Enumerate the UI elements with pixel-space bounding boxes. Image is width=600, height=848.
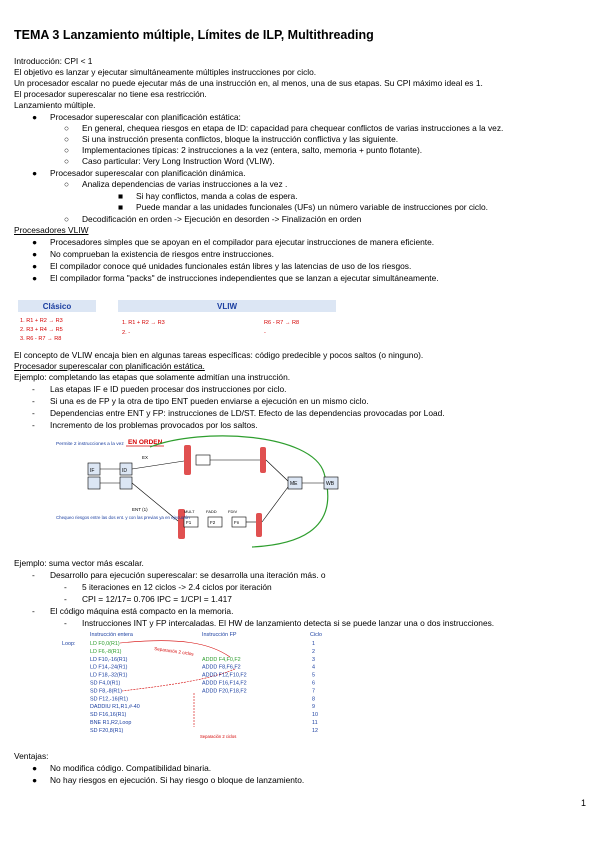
list-item: ○ Implementaciones típicas: 2 instrucciones a la vez (entera, salto, memoria + punto flotante).	[64, 145, 423, 155]
paragraph: Ejemplo: suma vector más escalar.	[14, 558, 144, 568]
vliw-comparison-figure	[18, 300, 338, 344]
header-ent: Instrucción entera	[90, 632, 133, 638]
fn-label: Fn	[234, 520, 240, 525]
page-title: TEMA 3 Lanzamiento múltiple, Límites de ILP, Multithreading	[14, 28, 374, 42]
mem-label: ME	[290, 481, 298, 487]
code-cycle: 2	[312, 648, 315, 655]
vliw-instr: 1. R1 + R2 → R3	[122, 320, 165, 326]
fadd-label: FADD	[206, 509, 217, 514]
list-item: - El código máquina está compacto en la memoria.	[32, 606, 234, 616]
list-item: ● El compilador forma "packs" de instrucciones independientes que se lanzan a ejecutar simultáneamente.	[32, 273, 439, 283]
paragraph: Ejemplo: completando las etapas que solamente admitían una instrucción.	[14, 372, 291, 382]
list-item: ○ Decodificación en orden -> Ejecución en desorden -> Finalización en orden	[64, 214, 362, 224]
id-label: ID	[122, 468, 127, 474]
list-item: ● Procesador superescalar con planificación estática:	[32, 112, 241, 122]
code-cycle: 3	[312, 656, 315, 663]
code-fp-instr: ADDD F8,F6,F2	[202, 664, 241, 671]
ent-label: ENT (1)	[132, 507, 148, 512]
code-cycle: 11	[312, 720, 318, 726]
pipeline-diagram	[52, 433, 352, 555]
mult-label: MULT	[184, 509, 195, 514]
page-number: 1	[580, 798, 586, 808]
intro-paragraph: Lanzamiento múltiple.	[14, 100, 96, 110]
ex-label: EX	[142, 455, 149, 460]
f1-label: F1	[186, 520, 192, 525]
latch-bar	[184, 445, 191, 475]
list-item: ■ Si hay conflictos, manda a colas de espera.	[118, 191, 298, 201]
intro-paragraph: El objetivo es lanzar y ejecutar simultáneamente múltiples instrucciones por ciclo.	[14, 67, 317, 77]
list-item: ● No hay riesgos en ejecución. Si hay riesgo o bloque de lanzamiento.	[32, 775, 305, 785]
list-item: - Si una es de FP y la otra de tipo ENT pueden enviarse a ejecución en un mismo ciclo.	[32, 396, 369, 406]
intro-paragraph: El procesador superescalar no tiene esa restricción.	[14, 89, 207, 99]
wb-label: WB	[326, 481, 335, 487]
section-heading: Procesador superescalar con planificación estática.	[14, 361, 205, 371]
note-two-instructions: Permite 2 instrucciones a la vez	[56, 442, 124, 447]
list-item: ○ Analiza dependencias de varias instrucciones a la vez .	[64, 179, 288, 189]
code-int-instr: SD F16,16(R1)	[90, 712, 127, 719]
code-fp-instr: ADDD F12,F10,F2	[202, 672, 247, 679]
code-int-instr: LD F10,-16(R1)	[90, 656, 128, 663]
if-stage	[88, 477, 100, 489]
code-cycle: 4	[312, 664, 315, 671]
latch-bar	[256, 513, 262, 537]
code-int-instr: LD F0,0(R1)	[90, 641, 120, 647]
code-int-instr: LD F18,-32(R1)	[90, 672, 128, 679]
code-cycle: 10	[312, 712, 318, 719]
list-item: ○ Si una instrucción presenta conflictos, bloque la instrucción conflictiva y las siguiente.	[64, 134, 399, 144]
green-loop-arrow	[150, 436, 328, 547]
intro-paragraph: Un procesador escalar no puede ejecutar más de una instrucción en, al menos, una de sus etapas. Su CPI máximo ideal es 1.	[14, 78, 483, 88]
code-fp-instr: ADDD F4,F0,F2	[202, 656, 241, 663]
code-int-instr: BNE R1,R2,Loop	[90, 720, 132, 726]
vliw-label: VLIW	[217, 302, 237, 311]
code-cycle: 1	[312, 641, 315, 647]
code-int-instr: DADDIU R1,R1,#-40	[90, 704, 140, 711]
code-cycle: 8	[312, 696, 315, 703]
code-fp-instr: ADDD F20,F18,F2	[202, 688, 247, 695]
list-item: ● No modifica código. Compatibilidad binaria.	[32, 763, 212, 773]
header-ciclo: Ciclo	[310, 632, 322, 638]
code-cycle: 9	[312, 704, 315, 711]
list-item: ● No comprueban la existencia de riesgos entre instrucciones.	[32, 249, 274, 259]
en-orden-label: EN ORDEN	[128, 439, 163, 446]
red-note: Separación 2 ciclos	[200, 734, 237, 739]
code-cycle: 6	[312, 680, 315, 687]
code-int-instr: LD F6,-8(R1)	[90, 648, 122, 655]
intro-heading: Introducción: CPI < 1	[14, 56, 93, 66]
loop-label: Loop:	[62, 641, 76, 647]
f2-label: F2	[210, 520, 216, 525]
list-item: ● Procesador superescalar con planificación dinámica.	[32, 168, 246, 178]
code-cycle: 12	[312, 727, 318, 734]
list-item: ■ Puede mandar a las unidades funcionales (UFs) un número variable de instrucciones por ciclo.	[118, 202, 488, 212]
if-label: IF	[90, 468, 95, 474]
note-riesgos: Chequeo riesgos entre las dos ent. y con las previas ya en ejecución	[56, 515, 190, 520]
list-item: - Dependencias entre ENT y FP: instrucciones de LD/ST. Efecto de las dependencias provocadas por Load.	[32, 408, 445, 418]
latch-bar	[260, 447, 266, 473]
paragraph: El concepto de VLIW encaja bien en algunas tareas específicas: código predecible y pocos saltos (o ninguno).	[14, 350, 424, 360]
code-int-instr: LD F14,-24(R1)	[90, 664, 128, 671]
list-item: ● El compilador conoce qué unidades funcionales están libres y las latencias de uso de los riesgos.	[32, 261, 412, 271]
list-item: - Desarrollo para ejecución superescalar: se desarrolla una iteración más. o	[32, 570, 326, 580]
list-item: ○ En general, chequea riesgos en etapa de ID: capacidad para chequear conflictos de varias instrucciones a la vez.	[64, 123, 504, 133]
ventajas-heading: Ventajas:	[14, 751, 49, 761]
red-note: Separación 2 ciclos	[153, 646, 195, 657]
code-int-instr: SD F20,8(R1)	[90, 727, 124, 734]
list-item: - CPI = 12/17= 0.706 IPC = 1/CPI = 1.417	[64, 594, 232, 604]
code-int-instr: SD F8,-8(R1)	[90, 688, 123, 695]
vliw-instr: R6 - R7 → R8	[264, 320, 300, 326]
clasico-label: Clásico	[42, 302, 72, 311]
clasico-instr: 3. R6 - R7 → R8	[20, 336, 62, 342]
section-heading: Procesadores VLIW	[14, 225, 89, 235]
code-int-instr: SD F4,0(R1)	[90, 680, 121, 687]
vliw-instr: 2. -	[122, 330, 131, 336]
clasico-instr: 2. R3 + R4 → R5	[20, 327, 63, 333]
clasico-instr: 1. R1 + R2 → R3	[20, 318, 63, 324]
fdiv-label: FDIV	[228, 509, 238, 514]
ex-unit	[196, 455, 210, 465]
code-fp-instr: ADDD F16,F14,F2	[202, 680, 247, 687]
list-item: - Las etapas IF e ID pueden procesar dos instrucciones por ciclo.	[32, 384, 287, 394]
code-int-instr: SD F12,-16(R1)	[90, 696, 129, 703]
code-cycle: 5	[312, 672, 315, 679]
list-item: ○ Caso particular: Very Long Instruction Word (VLIW).	[64, 156, 275, 166]
header-fp: Instrucción FP	[202, 632, 237, 638]
code-table-figure	[60, 629, 340, 745]
code-cycle: 7	[312, 688, 315, 695]
list-item: ● Procesadores simples que se apoyan en el compilador para ejecutar instrucciones de manera eficiente.	[32, 237, 435, 247]
vliw-instr: -	[264, 330, 266, 336]
list-item: - 5 iteraciones en 12 ciclos -> 2.4 ciclos por iteración	[64, 582, 272, 592]
list-item: - Incremento de los problemas provocados por los saltos.	[32, 420, 258, 430]
list-item: - Instrucciones INT y FP intercaladas. El HW de lanzamiento detecta si se puede lanzar una o dos instrucciones.	[64, 618, 495, 628]
id-stage	[120, 477, 132, 489]
